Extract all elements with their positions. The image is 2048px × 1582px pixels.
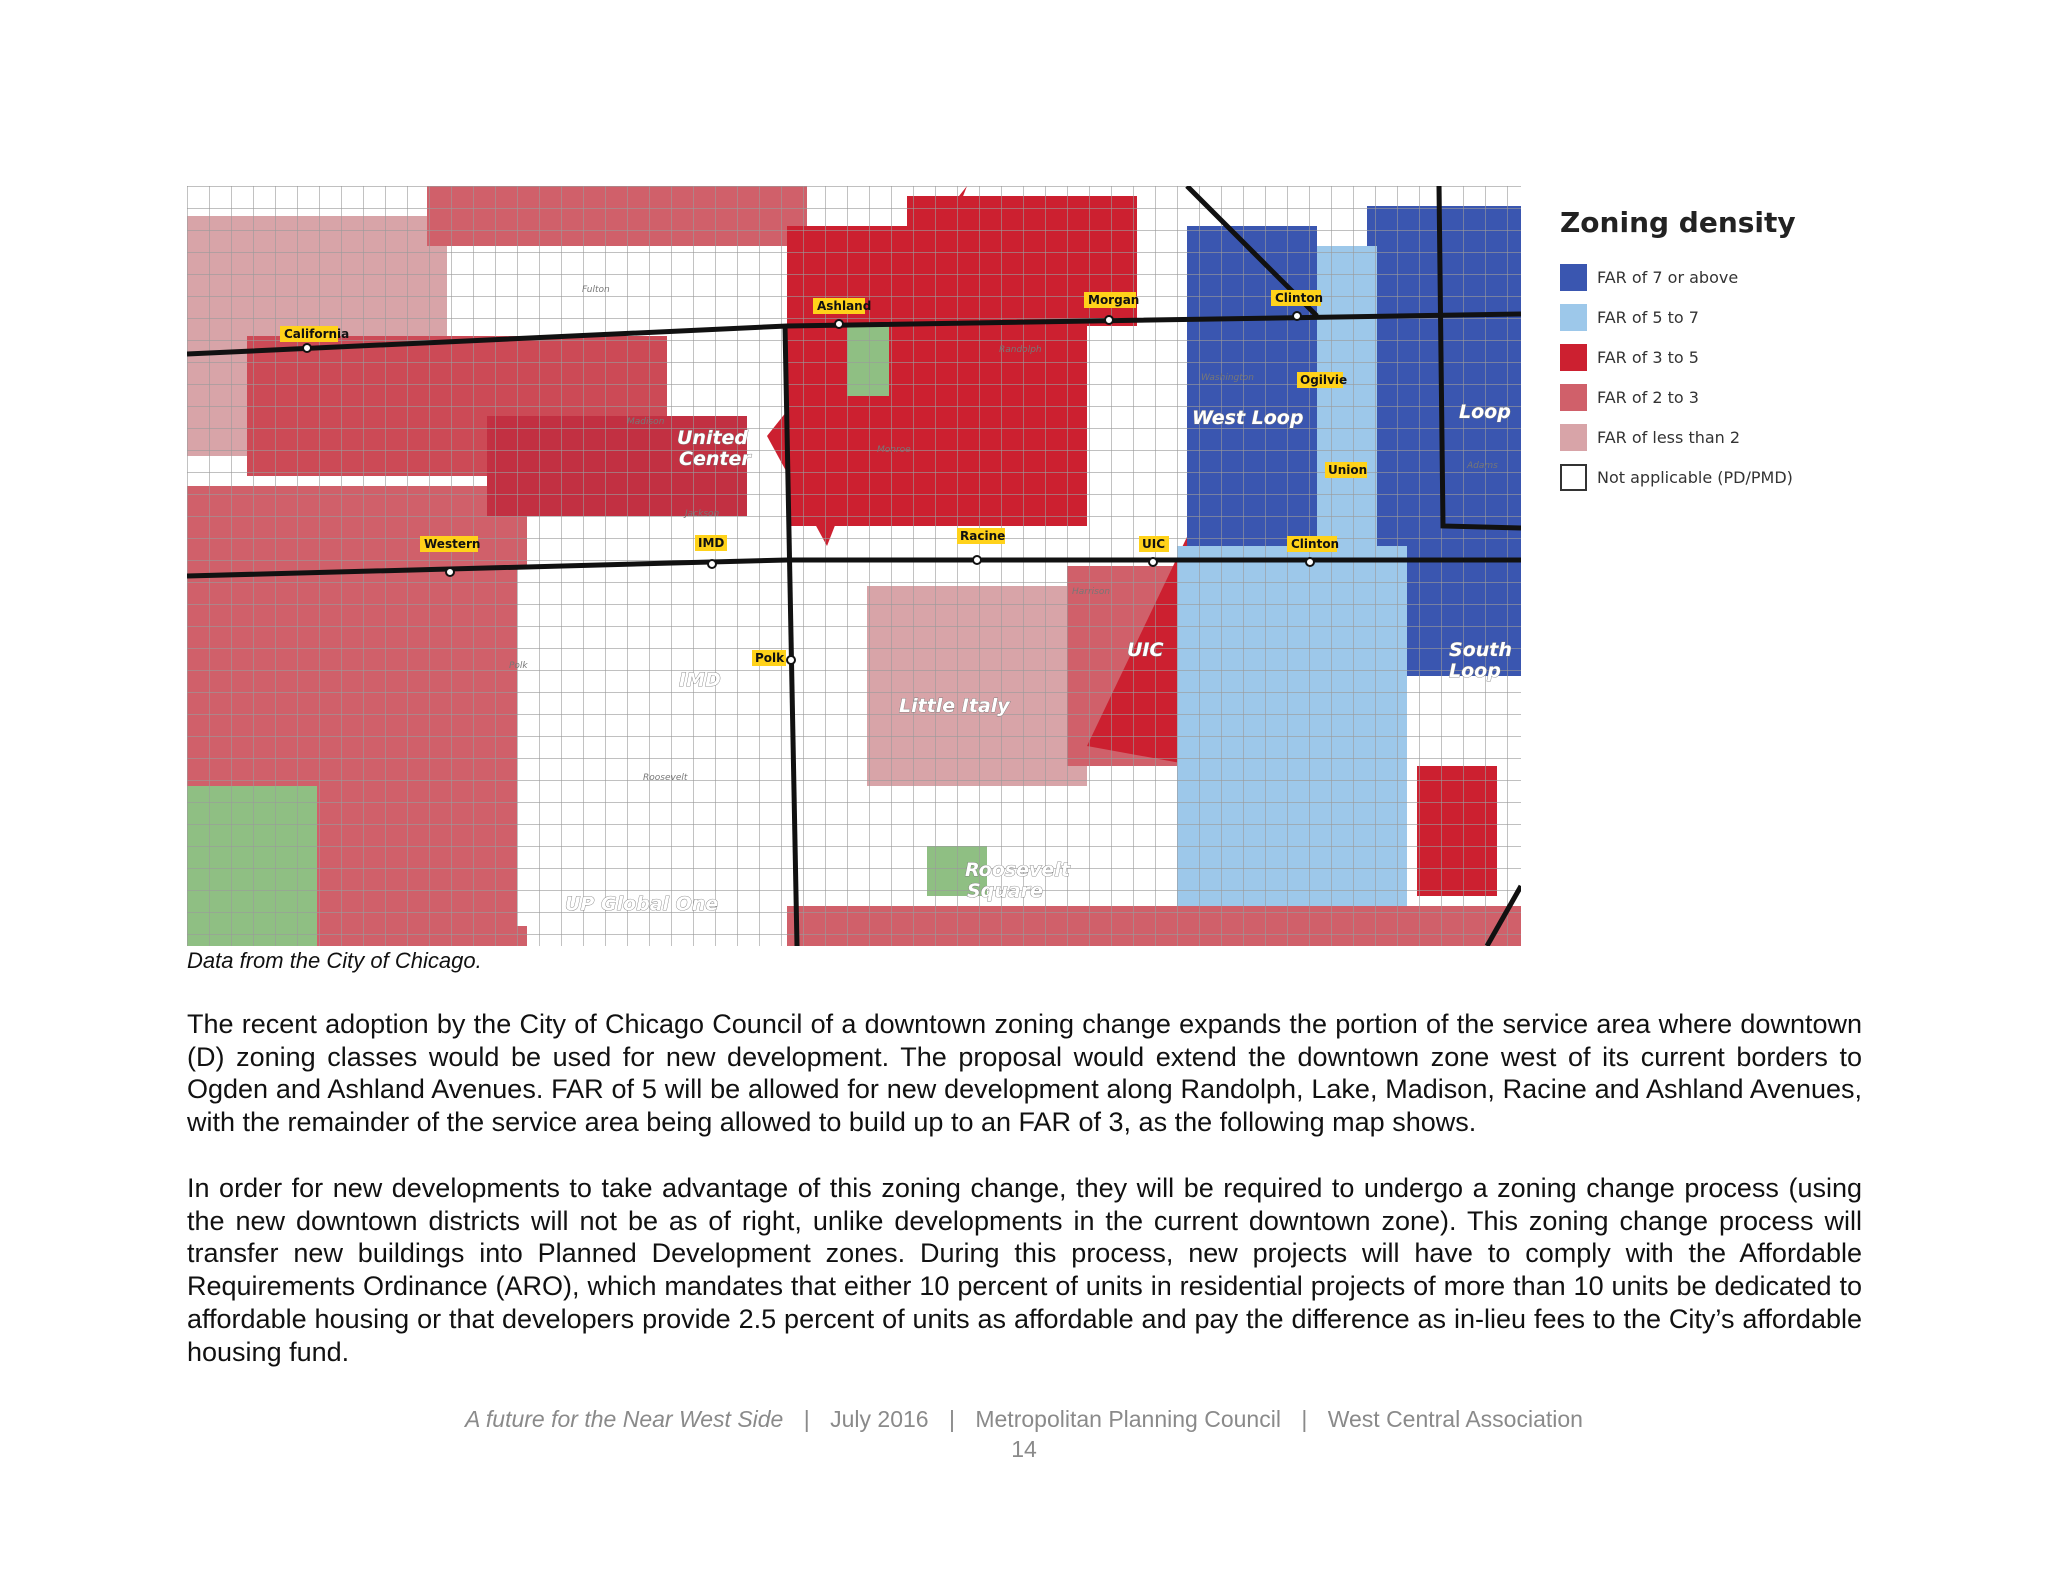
station-racine	[957, 528, 1005, 544]
area-label: Square	[967, 880, 1043, 902]
legend-swatch	[1560, 304, 1587, 331]
svg-text:Clinton: Clinton	[1275, 291, 1324, 305]
area-label: West Loop	[1192, 407, 1304, 429]
street-label: Monroe	[877, 445, 911, 455]
zoning-map	[187, 186, 1521, 946]
footer-separator: |	[803, 1406, 810, 1432]
svg-text:IMD: IMD	[698, 536, 725, 550]
area-label: Loop	[1459, 401, 1511, 423]
station-california	[280, 326, 349, 342]
area-label: United	[677, 427, 749, 449]
station-union	[1325, 462, 1367, 478]
svg-text:Morgan: Morgan	[1088, 293, 1140, 307]
station-western	[420, 536, 480, 552]
area-label: UP Global One	[565, 893, 719, 915]
station-ashland	[813, 298, 871, 314]
footer-org: West Central Association	[1327, 1406, 1583, 1432]
legend-item	[1560, 417, 1860, 457]
svg-text:UIC: UIC	[1142, 537, 1166, 551]
area-label: Center	[679, 448, 751, 470]
street-label: Adams	[1467, 461, 1498, 471]
legend-swatch	[1560, 384, 1587, 411]
legend-swatch	[1560, 464, 1587, 491]
street-label: Jackson	[685, 509, 720, 519]
footer-separator: |	[948, 1406, 955, 1432]
legend-item	[1560, 377, 1860, 417]
page-number: 14	[1011, 1436, 1037, 1462]
legend-swatch	[1560, 344, 1587, 371]
area-label: IMD	[679, 669, 721, 691]
legend-label: Not applicable (PD/PMD)	[1597, 467, 1793, 487]
body-paragraph: The recent adoption by the City of Chicago Council of a downtown zoning change expands the portion of the service area where downtown (D) zoning classes would be used for new development. The proposal would extend the downtown zone west of its current borders to Ogden and Ashland Avenues. FAR of 5 will be allowed for new development along Randolph, Lake, Madison, Racine and Ashland Avenues, with the remainder of the service area being allowed to build up to an FAR of 3, as the following map shows.	[187, 1009, 1862, 1138]
svg-text:Racine: Racine	[960, 529, 1006, 543]
legend-item	[1560, 257, 1860, 297]
svg-text:Polk: Polk	[755, 651, 785, 665]
legend-swatch	[1560, 424, 1587, 451]
legend-item	[1560, 297, 1860, 337]
svg-text:California: California	[284, 327, 350, 341]
svg-text:Ashland: Ashland	[817, 299, 872, 313]
svg-text:Western: Western	[424, 537, 481, 551]
legend-title: Zoning density	[1560, 206, 1796, 239]
area-label: Loop	[1449, 660, 1501, 682]
footer-separator: |	[1301, 1406, 1308, 1432]
legend-label: FAR of less than 2	[1597, 427, 1741, 447]
street-label: Randolph	[999, 345, 1042, 355]
street-label: Polk	[509, 661, 528, 671]
legend-label: FAR of 2 to 3	[1597, 387, 1699, 407]
footer-org: Metropolitan Planning Council	[975, 1406, 1281, 1432]
svg-text:Ogilvie: Ogilvie	[1300, 373, 1348, 387]
map-caption: Data from the City of Chicago.	[187, 948, 482, 973]
station-clinton-south	[1287, 536, 1339, 552]
street-label: Harrison	[1072, 587, 1111, 597]
station-polk	[752, 650, 786, 666]
area-label: Little Italy	[899, 695, 1010, 717]
station-clinton-north	[1271, 290, 1323, 306]
legend-item	[1560, 457, 1860, 497]
body-paragraph: In order for new developments to take advantage of this zoning change, they will be required to undergo a zoning change process (using the new downtown districts will not be as of right, unlike developments in the current downtown zone). This zoning change process will transfer new buildings into Planned Development zones. During this process, new projects will have to comply with the Affordable Requirements Ordinance (ARO), which mandates that either 10 percent of units in residential projects of more than 10 units be dedicated to affordable housing or that developers provide 2.5 percent of units as affordable and pay the difference as in-lieu fees to the City’s affordable housing fund.	[187, 1173, 1862, 1367]
station-imd	[695, 535, 727, 551]
svg-text:Clinton: Clinton	[1291, 537, 1340, 551]
street-label: Washington	[1201, 373, 1254, 383]
area-label: UIC	[1127, 639, 1164, 661]
street-label: Fulton	[582, 285, 610, 295]
street-label: Roosevelt	[643, 773, 688, 783]
legend-label: FAR of 7 or above	[1597, 267, 1739, 287]
legend-label: FAR of 3 to 5	[1597, 347, 1699, 367]
svg-text:Union: Union	[1328, 463, 1368, 477]
legend-label: FAR of 5 to 7	[1597, 307, 1699, 327]
area-label: South	[1449, 639, 1512, 661]
legend-item	[1560, 337, 1860, 377]
footer-date: July 2016	[830, 1406, 929, 1432]
street-label: Madison	[627, 417, 665, 427]
station-uic	[1139, 536, 1169, 552]
area-label: Roosevelt	[965, 859, 1070, 881]
page-footer	[0, 1406, 2048, 1433]
legend-swatch	[1560, 264, 1587, 291]
station-morgan	[1084, 292, 1139, 308]
station-ogilvie	[1297, 372, 1347, 388]
map-legend	[1560, 206, 1860, 497]
footer-publication: A future for the Near West Side	[465, 1406, 784, 1432]
